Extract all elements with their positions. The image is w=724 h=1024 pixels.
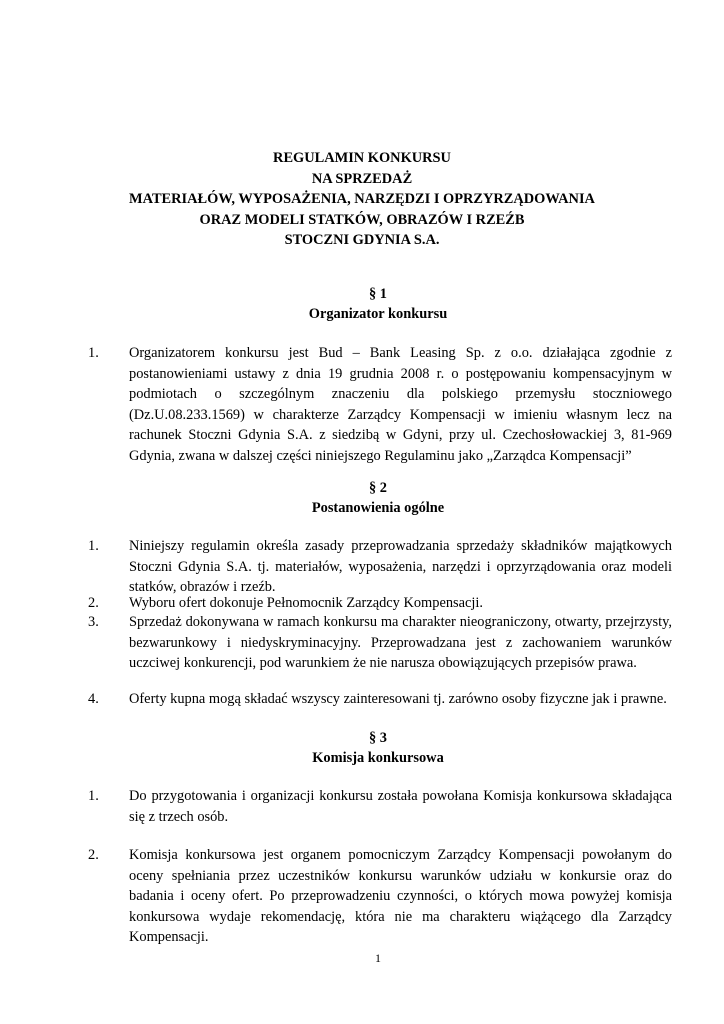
section-symbol: § 1 [369, 286, 387, 302]
item-number: 3. [88, 614, 99, 630]
item-number: 1. [88, 788, 99, 804]
section-symbol: § 3 [369, 730, 387, 746]
item-text: Niniejszy regulamin określa zasady przeprowadzania sprzedaży składników majątkowych Stoczni Gdynia S.A. tj. materiałów, wyposażenia, narzędzi i oprzyrządowania oraz modeli statków, obrazów i rzeźb. [129, 538, 672, 595]
title-line: MATERIAŁÓW, WYPOSAŻENIA, NARZĘDZI I OPRZYRZĄDOWANIA [129, 191, 595, 207]
item-text: Wyboru ofert dokonuje Pełnomocnik Zarządcy Kompensacji. [129, 595, 483, 611]
title-line: NA SPRZEDAŻ [311, 170, 413, 187]
item-text: Sprzedaż dokonywana w ramach konkursu ma charakter nieograniczony, otwarty, przejrzysty, bezwarunkowy i niedyskryminacyjny. Przeprowadzana jest z zachowaniem warunków uczciwej konkurencji, pod warunkiem że nie narusza obowiązujących przepisów prawa. [129, 614, 672, 671]
item-text: Organizatorem konkursu jest Bud – Bank Leasing Sp. z o.o. działająca zgodnie z postanowieniami ustawy z dnia 19 grudnia 2008 r. o postępowaniu kompensacyjnym w podmiotach o szczególnym znaczeniu dla polskiego przemysłu stoczniowego (Dz.U.08.233.1569) w charakterze Zarządcy Kompensacji w imieniu własnym lecz na rachunek Stoczni Gdynia S.A. z siedzibą w Gdyni, przy ul. Czechosłowackiej 3, 81-969 Gdynia, zwana w dalszej części niniejszego Regulaminu jako „Zarządca Kompensacji” [129, 345, 672, 464]
item-number: 2. [88, 595, 99, 611]
title-line: ORAZ MODELI STATKÓW, OBRAZÓW I RZEŹB [199, 211, 525, 228]
section-symbol: § 2 [369, 480, 387, 496]
item-text: Komisja konkursowa jest organem pomocniczym Zarządcy Kompensacji powołanym do oceny spełniania przez uczestników konkursu warunków udziału w konkursie oraz do badania i oceny ofert. Po przeprowadzeniu czynności, o których mowa powyżej komisja konkursowa wydaje rekomendację, która nie ma charakteru wiążącego dla Zarządcy Kompensacji. [129, 847, 672, 945]
item-number: 4. [88, 691, 99, 707]
item-number: 1. [88, 345, 99, 361]
document-title [0, 148, 724, 251]
section-2-header [0, 478, 724, 518]
title-line: REGULAMIN KONKURSU [273, 150, 451, 166]
item-text: Do przygotowania i organizacji konkursu została powołana Komisja konkursowa składająca się z trzech osób. [129, 788, 672, 825]
section-heading: Organizator konkursu [308, 306, 448, 322]
item-text: Oferty kupna mogą składać wszyscy zainteresowani tj. zarówno osoby fizyczne jak i prawne. [129, 691, 667, 707]
item-number: 2. [88, 847, 99, 863]
section-1-header [0, 284, 724, 324]
section-heading: Postanowienia ogólne [311, 500, 445, 516]
item-number: 1. [88, 538, 99, 554]
section-heading: Komisja konkursowa [312, 750, 444, 766]
title-line: STOCZNI GDYNIA S.A. [284, 232, 440, 248]
page-number: 1 [375, 951, 381, 965]
section-3-header [0, 728, 724, 768]
